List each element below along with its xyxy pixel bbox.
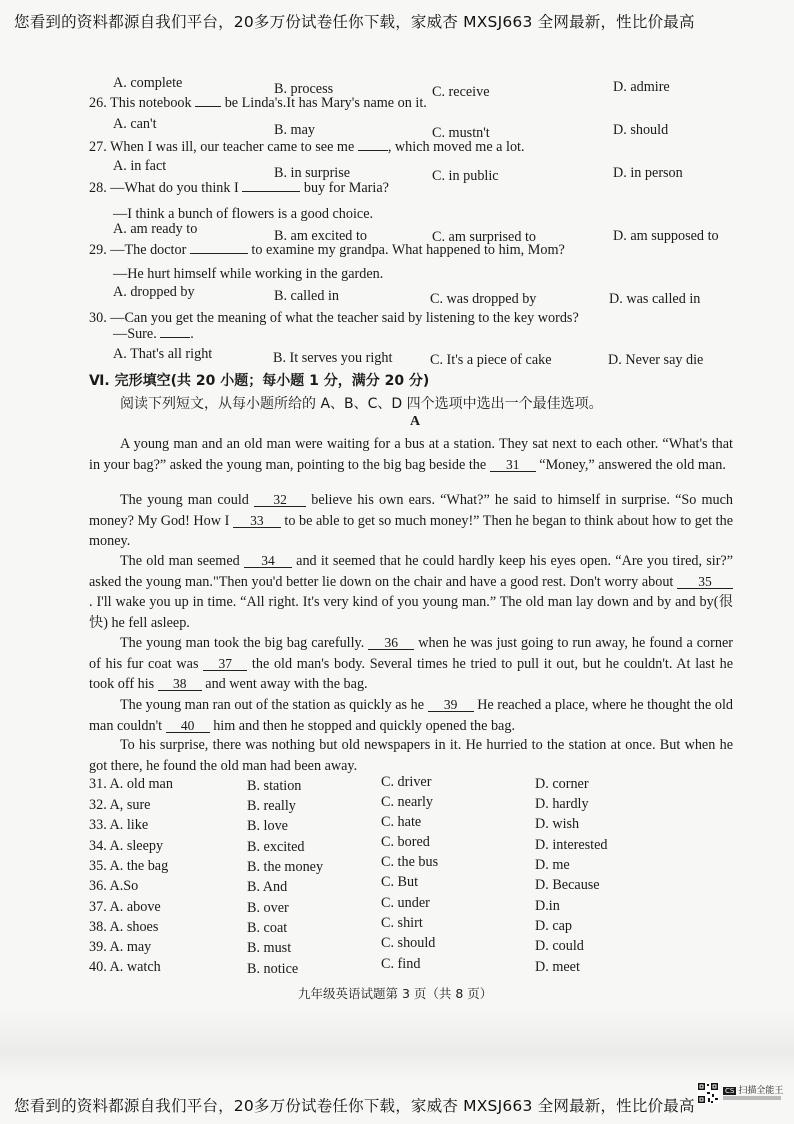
- blank-39: 39: [428, 698, 474, 712]
- q30-option-d: D. Never say die: [608, 352, 704, 368]
- q32-option-b: B. really: [247, 798, 296, 814]
- q27-stem-start: 27. When I was ill, our teacher came to see me: [89, 139, 355, 155]
- q39-option-d: D. could: [535, 938, 584, 954]
- q35-option-d: D. me: [535, 857, 570, 873]
- q30-reply: [113, 326, 194, 343]
- q32-option-a: 32. A, sure: [89, 797, 151, 813]
- q35-option-a: 35. A. the bag: [89, 858, 169, 874]
- q26-stem-end: be Linda's.It has Mary's name on it.: [224, 95, 427, 111]
- q40-option-a: 40. A. watch: [89, 959, 161, 975]
- passage-paragraph-6: [89, 735, 733, 776]
- q29-reply: —He hurt himself while working in the garden.: [113, 266, 384, 282]
- q30-blank: [160, 337, 190, 338]
- q28-blank: [242, 191, 300, 192]
- passage-paragraph-1: [89, 434, 733, 475]
- q26-option-c: C. mustn't: [432, 125, 490, 141]
- q27-blank: [358, 150, 388, 151]
- scanner-app-subtext: [723, 1096, 781, 1100]
- q28-stem-end: buy for Maria?: [303, 180, 389, 196]
- blank-40: 40: [166, 719, 210, 733]
- q39-option-a: 39. A. may: [89, 939, 152, 955]
- q32-option-d: D. hardly: [535, 796, 589, 812]
- top-watermark-banner: 您看到的资料都源自我们平台，20多万份试卷任你下载，家威杏 MXSJ663 全网最新，性比价最高: [14, 13, 695, 31]
- q37-option-c: C. under: [381, 895, 430, 911]
- q27-stem-end: , which moved me a lot.: [387, 139, 525, 155]
- q30-reply-start: —Sure.: [113, 326, 157, 342]
- bottom-watermark-banner: 您看到的资料都源自我们平台，20多万份试卷任你下载，家威杏 MXSJ663 全网最新，性比价最高: [14, 1097, 695, 1115]
- q29-blank: [190, 253, 248, 254]
- q28-stem: [89, 180, 389, 197]
- q29-option-d: D. was called in: [609, 291, 701, 307]
- q31-option-c: C. driver: [381, 774, 432, 790]
- passage-paragraph-5: [89, 695, 733, 736]
- scanner-app-badge: CS: [725, 1087, 735, 1095]
- q37-option-b: B. over: [247, 900, 289, 916]
- q27-option-b: B. in surprise: [274, 165, 351, 181]
- q39-option-b: B. must: [247, 940, 292, 956]
- p2-text-1: The young man could: [120, 492, 249, 508]
- q26-stem: [89, 95, 427, 112]
- q40-option-c: C. find: [381, 956, 421, 972]
- passage-label: A: [410, 414, 421, 429]
- q33-option-b: B. love: [247, 818, 288, 834]
- p5-text-3: him and then he stopped and quickly opened the bag.: [213, 717, 515, 734]
- blank-37: 37: [203, 657, 247, 671]
- q34-option-d: D. interested: [535, 837, 608, 853]
- q28-option-c: C. am surprised to: [432, 229, 537, 245]
- p1-text-1: A young man and an old man were waiting for a bus at a station. They sat next to each other. “What's that in your bag?” asked the young man, pointing to the big bag beside the: [89, 436, 733, 473]
- blank-38: 38: [158, 677, 202, 691]
- p3-text-3: . I'll wake you up in time. “All right. It's very kind of you young man.” The old man lay down and by and by(很快) he fell asleep.: [89, 594, 733, 631]
- p4-text-1: The young man took the big bag carefully.: [120, 635, 365, 651]
- q28-stem-start: 28. —What do you think I: [89, 180, 239, 196]
- q38-option-d: D. cap: [535, 918, 573, 934]
- q26-blank: [195, 106, 221, 107]
- q31-option-b: B. station: [247, 778, 302, 794]
- blank-35: 35: [677, 575, 733, 589]
- blank-32: 32: [254, 493, 306, 507]
- q37-option-a: 37. A. above: [89, 899, 161, 915]
- q28-reply: —I think a bunch of flowers is a good choice.: [113, 206, 374, 222]
- q25-option-a: A. complete: [113, 75, 183, 91]
- section-title: Ⅵ. 完形填空(共 20 小题；每小题 1 分，满分 20 分): [89, 373, 430, 389]
- q29-stem-start: 29. —The doctor: [89, 242, 187, 258]
- scan-smudge: [0, 1010, 794, 1080]
- q30-reply-end: .: [190, 326, 194, 342]
- q29-option-c: C. was dropped by: [430, 291, 537, 307]
- q28-option-b: B. am excited to: [274, 228, 367, 244]
- q40-option-d: D. meet: [535, 959, 580, 975]
- q38-option-b: B. coat: [247, 920, 288, 936]
- q26-option-d: D. should: [613, 122, 669, 138]
- q29-stem-end: to examine my grandpa. What happened to him, Mom?: [251, 242, 565, 258]
- q38-option-c: C. shirt: [381, 915, 423, 931]
- q35-option-c: C. the bus: [381, 854, 439, 870]
- q34-option-c: C. bored: [381, 834, 430, 850]
- q33-option-c: C. hate: [381, 814, 422, 830]
- q36-option-a: 36. A.So: [89, 878, 139, 894]
- q36-option-b: B. And: [247, 879, 288, 895]
- p5-text-1: The young man ran out of the station as quickly as he: [120, 697, 425, 713]
- passage-paragraph-4: [89, 633, 733, 695]
- p4-text-3: the old man's body. Several times he tried to pull it out, but he couldn't. At last he took off his: [89, 655, 733, 693]
- p2-text-2: believe his own ears. “What?” he said to himself in surprise. “So much money? My God! How I: [89, 492, 734, 529]
- q31-option-a: 31. A. old man: [89, 776, 173, 792]
- q27-stem: [89, 139, 525, 156]
- q36-option-c: C. But: [381, 874, 419, 890]
- q28-option-d: D. am supposed to: [613, 228, 719, 244]
- q35-option-b: B. the money: [247, 859, 324, 875]
- scanner-app-name: 扫描全能王: [738, 1086, 784, 1096]
- passage-paragraph-3: [89, 551, 733, 633]
- p3-text-2: and it seemed that he could hardly keep his eyes open. “Are you tired, sir?” asked the young man."Then you'd better lie down on the chair and have a good rest. Don't worry about: [89, 553, 734, 590]
- q26-option-b: B. may: [274, 122, 315, 138]
- q38-option-a: 38. A. shoes: [89, 919, 159, 935]
- q29-stem: [89, 242, 565, 259]
- q29-option-a: A. dropped by: [113, 284, 195, 300]
- q26-option-a: A. can't: [113, 116, 157, 132]
- q29-option-b: B. called in: [274, 288, 340, 304]
- p4-text-2: when he was just going to run away, he found a corner of his fur coat was: [89, 635, 733, 672]
- q27-option-d: D. in person: [613, 165, 683, 181]
- q34-option-b: B. excited: [247, 839, 305, 855]
- q27-option-a: A. in fact: [113, 158, 167, 174]
- q26-stem-start: 26. This notebook: [89, 95, 192, 111]
- q33-option-d: D. wish: [535, 816, 580, 832]
- p4-text-4: and went away with the bag.: [205, 676, 368, 693]
- blank-31: 31: [490, 458, 536, 472]
- blank-34: 34: [244, 554, 292, 568]
- q30-stem: 30. —Can you get the meaning of what the teacher said by listening to the key words?: [89, 310, 579, 326]
- q37-option-d: D.in: [535, 898, 560, 914]
- section-instruction: 阅读下列短文，从每小题所给的 A、B、C、D 四个选项中选出一个最佳选项。: [120, 396, 603, 412]
- q30-option-a: A. That's all right: [113, 346, 213, 362]
- qr-code-icon: [697, 1082, 719, 1104]
- q25-option-b: B. process: [274, 81, 334, 97]
- q40-option-b: B. notice: [247, 961, 299, 977]
- q34-option-a: 34. A. sleepy: [89, 838, 164, 854]
- q28-option-a: A. am ready to: [113, 221, 198, 237]
- p5-text-2: He reached a place, where he thought the old man couldn't: [89, 697, 734, 734]
- p6-text: To his surprise, there was nothing but old newspapers in it. He hurried to the station at once. But when he got there, he found the old man had been away.: [89, 737, 733, 774]
- blank-36: 36: [368, 636, 414, 650]
- q30-option-b: B. It serves you right: [273, 350, 393, 366]
- q32-option-c: C. nearly: [381, 794, 434, 810]
- q25-option-c: C. receive: [432, 84, 490, 100]
- passage-paragraph-2: [89, 490, 733, 552]
- blank-33: 33: [233, 514, 281, 528]
- q30-option-c: C. It's a piece of cake: [430, 352, 552, 368]
- q25-option-d: D. admire: [613, 79, 670, 95]
- q31-option-d: D. corner: [535, 776, 589, 792]
- p3-text-1: The old man seemed: [120, 553, 240, 569]
- page-footer: 九年级英语试题第 3 页（共 8 页）: [298, 986, 493, 1001]
- q39-option-c: C. should: [381, 935, 436, 951]
- p1-text-2: “Money,” answered the old man.: [539, 456, 726, 473]
- scanner-app-brand: [723, 1083, 783, 1096]
- q27-option-c: C. in public: [432, 168, 499, 184]
- p2-text-3: to be able to get so much money!” Then he began to think about how to get the money.: [89, 512, 734, 550]
- q33-option-a: 33. A. like: [89, 817, 149, 833]
- q36-option-d: D. Because: [535, 877, 600, 893]
